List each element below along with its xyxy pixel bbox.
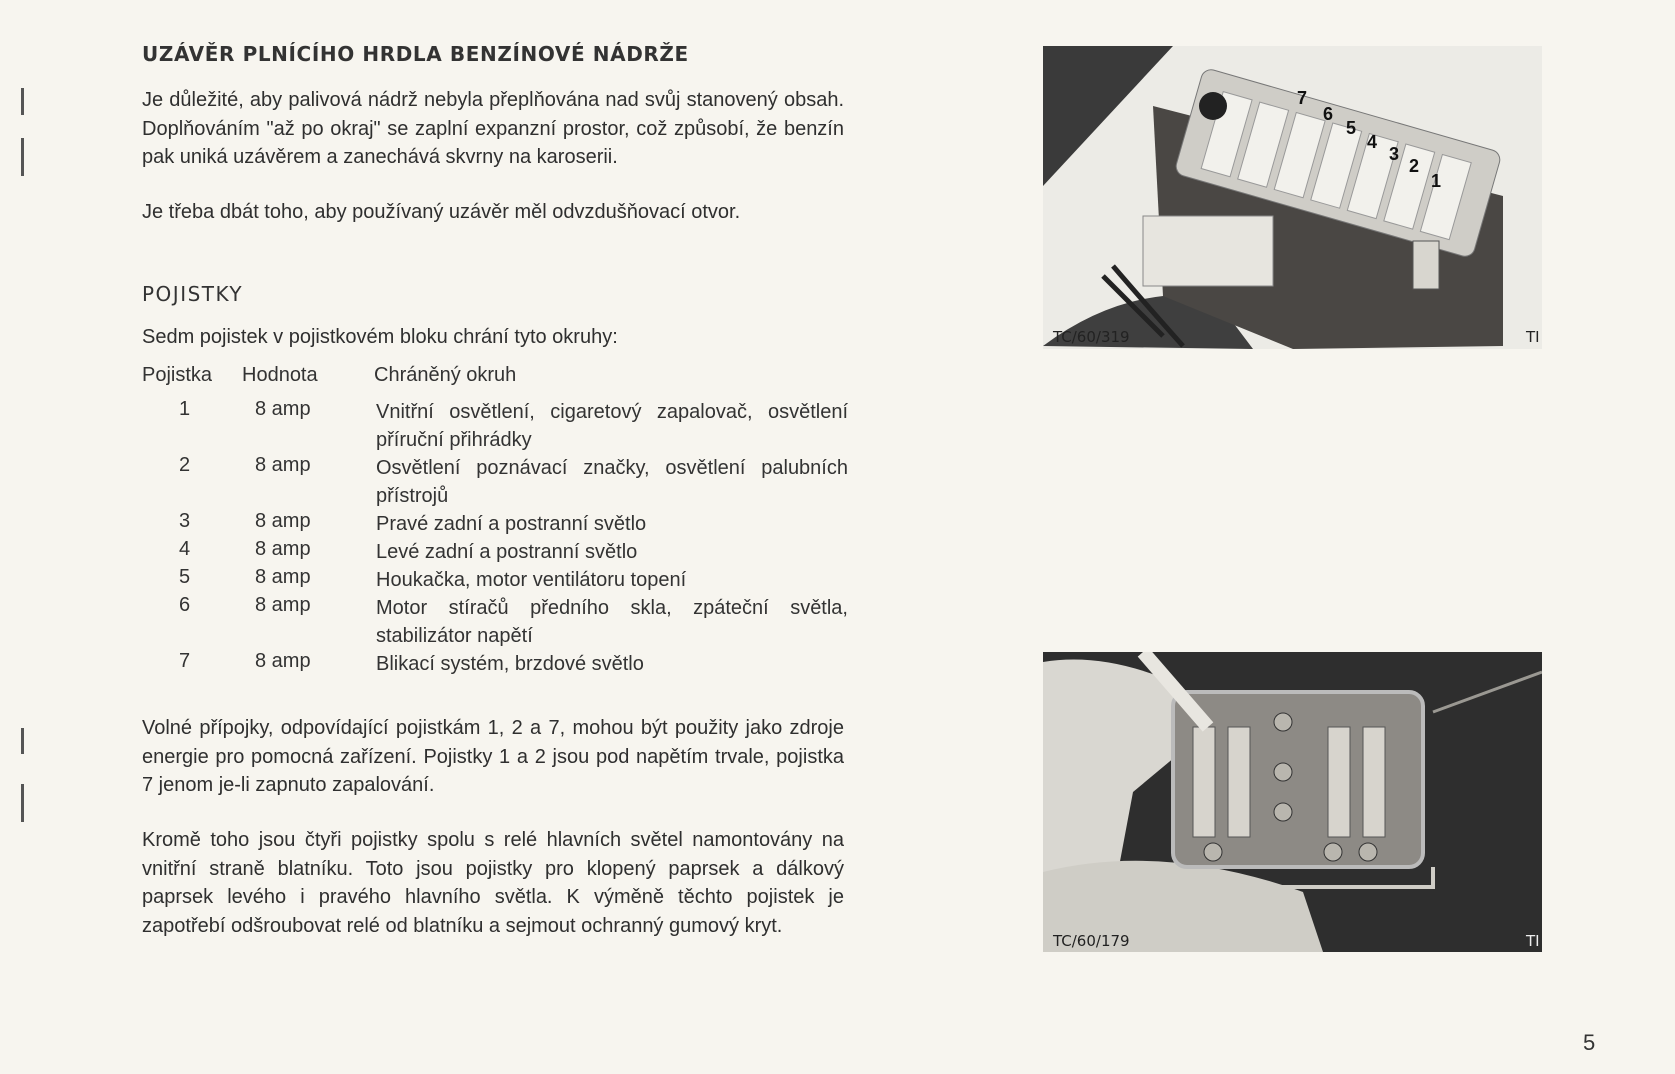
fuse-value: 8 amp [255, 510, 311, 532]
fuse-label: 6 [1323, 104, 1334, 124]
margin-mark [21, 138, 24, 176]
table-row [142, 538, 848, 566]
fuse-label: 7 [1297, 88, 1308, 108]
fuse-value: 8 amp [255, 650, 311, 672]
fuse-circuit: Houkačka, motor ventilátoru topení [376, 569, 687, 591]
figure-caption: TC/60/319 [1053, 328, 1130, 346]
paragraph: Je důležité, aby palivová nádrž nebyla přeplňována nad svůj stanovený obsah. Doplňováním "až po okraj" se zaplní expanzní prostor, což způsobí, že benzín pak uniká uzávěrem a zanechává skvrny na karoserii. [142, 89, 844, 168]
fuse-number: 4 [178, 538, 191, 560]
margin-mark [21, 728, 24, 754]
fuse-number: 3 [178, 510, 191, 532]
fuse-number: 6 [178, 594, 191, 616]
fuse-label: 3 [1389, 144, 1400, 164]
figure-caption: TI [1526, 328, 1540, 346]
margin-mark [21, 784, 24, 822]
fuse-number: 2 [178, 454, 191, 476]
fuse-label: 4 [1367, 132, 1378, 152]
paragraph: Volné přípojky, odpovídající pojistkám 1, 2 a 7, mohou být použity jako zdroje energie pro pomocná zařízení. Pojistky 1 a 2 jsou pod napětím trvale, pojistka 7 jenom je-li zapnuto zapalování. [142, 717, 844, 796]
relay-photo [1043, 652, 1542, 952]
column-header: Chráněný okruh [374, 364, 517, 386]
fuse-circuit: Osvětlení poznávací značky, osvětlení palubních přístrojů [376, 457, 848, 507]
figure-caption: TC/60/179 [1053, 932, 1130, 950]
fuse-value: 8 amp [255, 566, 311, 588]
fuse-value: 8 amp [255, 594, 311, 616]
fuse-circuit: Levé zadní a postranní světlo [376, 541, 638, 563]
fuse-label: 1 [1431, 171, 1442, 191]
fuse-circuit: Motor stíračů předního skla, zpáteční světla, stabilizátor napětí [376, 597, 848, 647]
table-row [142, 398, 848, 454]
fuse-value: 8 amp [255, 398, 311, 420]
fuse-number: 1 [178, 398, 191, 420]
fuse-number: 7 [178, 650, 191, 672]
fuse-table [142, 364, 848, 675]
page-number: 5 [1583, 1030, 1596, 1055]
table-header [142, 364, 848, 392]
table-row [142, 594, 848, 650]
fuse-label: 2 [1409, 156, 1420, 176]
fuse-circuit: Blikací systém, brzdové světlo [376, 653, 644, 675]
fuse-value: 8 amp [255, 454, 311, 476]
section-title-fuses: POJISTKY [142, 282, 244, 306]
section-title-fuel-cap: UZÁVĚR PLNÍCÍHO HRDLA BENZÍNOVÉ NÁDRŽE [142, 42, 689, 66]
table-row [142, 510, 848, 538]
column-header: Pojistka [142, 364, 213, 386]
paragraph: Sedm pojistek v pojistkovém bloku chrání tyto okruhy: [142, 326, 618, 348]
fuse-block-illustration [1043, 46, 1542, 349]
fuse-value: 8 amp [255, 538, 311, 560]
figure-caption: TI [1526, 932, 1540, 950]
fuse-block-photo [1043, 46, 1542, 349]
column-header: Hodnota [242, 364, 318, 386]
table-row [142, 454, 848, 510]
fuse-label: 5 [1346, 118, 1357, 138]
table-row [142, 566, 848, 594]
paragraph: Je třeba dbát toho, aby používaný uzávěr měl odvzdušňovací otvor. [142, 201, 741, 223]
paragraph: Kromě toho jsou čtyři pojistky spolu s relé hlavních světel namontovány na vnitřní straně blatníku. Toto jsou pojistky pro klopený paprsek a dálkový paprsek levého i pravého hlavního světla. K výměně těchto pojistek je zapotřebí odšroubovat relé od blatníku a sejmout ochranný gumový kryt. [142, 829, 844, 937]
fuse-circuit: Vnitřní osvětlení, cigaretový zapalovač, osvětlení příruční přihrádky [376, 401, 848, 451]
margin-mark [21, 88, 24, 115]
fuse-circuit: Pravé zadní a postranní světlo [376, 513, 647, 535]
table-row [142, 650, 848, 678]
relay-illustration [1043, 652, 1542, 952]
fuse-number: 5 [178, 566, 191, 588]
